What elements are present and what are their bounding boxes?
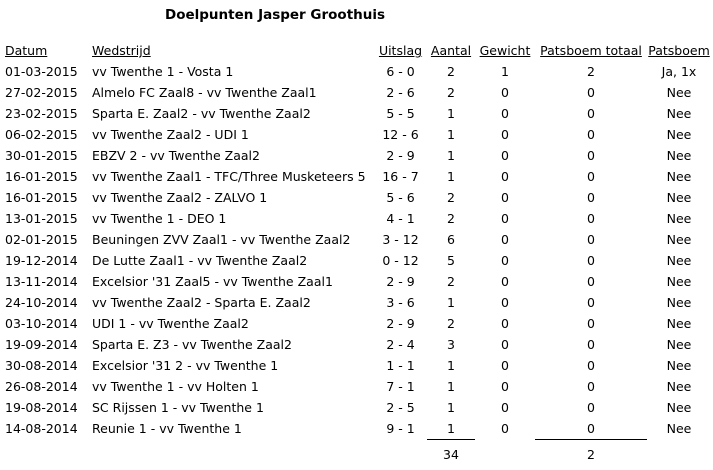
cell-aantal: 1 <box>427 355 475 376</box>
cell-datum: 19-08-2014 <box>3 397 92 418</box>
header-wedstrijd[interactable]: Wedstrijd <box>92 41 374 61</box>
cell-wedstrijd: SC Rijssen 1 - vv Twenthe 1 <box>92 397 374 418</box>
table-row <box>3 355 711 376</box>
totals-empty-uitslag <box>374 440 427 470</box>
cell-datum: 14-08-2014 <box>3 418 92 440</box>
cell-gewicht: 0 <box>475 418 535 440</box>
cell-aantal: 1 <box>427 103 475 124</box>
cell-wedstrijd: EBZV 2 - vv Twenthe Zaal2 <box>92 145 374 166</box>
cell-aantal: 2 <box>427 187 475 208</box>
cell-aantal: 1 <box>427 397 475 418</box>
cell-gewicht: 0 <box>475 376 535 397</box>
cell-patsboem-totaal: 0 <box>535 334 647 355</box>
header-uitslag[interactable]: Uitslag <box>374 41 427 61</box>
cell-patsboem: Nee <box>647 208 711 229</box>
cell-aantal: 2 <box>427 82 475 103</box>
cell-gewicht: 0 <box>475 229 535 250</box>
cell-patsboem-totaal: 0 <box>535 397 647 418</box>
cell-patsboem: Nee <box>647 313 711 334</box>
cell-patsboem-totaal: 0 <box>535 187 647 208</box>
cell-uitslag: 3 - 12 <box>374 229 427 250</box>
table-row <box>3 187 711 208</box>
cell-uitslag: 12 - 6 <box>374 124 427 145</box>
cell-patsboem: Nee <box>647 334 711 355</box>
cell-gewicht: 0 <box>475 271 535 292</box>
cell-wedstrijd: vv Twenthe Zaal2 - UDI 1 <box>92 124 374 145</box>
cell-uitslag: 9 - 1 <box>374 418 427 440</box>
cell-patsboem-totaal: 0 <box>535 250 647 271</box>
cell-aantal: 2 <box>427 313 475 334</box>
cell-aantal: 1 <box>427 166 475 187</box>
cell-aantal: 1 <box>427 145 475 166</box>
cell-wedstrijd: vv Twenthe 1 - DEO 1 <box>92 208 374 229</box>
cell-datum: 23-02-2015 <box>3 103 92 124</box>
table-row <box>3 292 711 313</box>
cell-datum: 30-08-2014 <box>3 355 92 376</box>
cell-patsboem: Ja, 1x <box>647 61 711 82</box>
header-datum[interactable]: Datum <box>3 41 92 61</box>
cell-wedstrijd: vv Twenthe Zaal1 - TFC/Three Musketeers 5 <box>92 166 374 187</box>
cell-uitslag: 0 - 12 <box>374 250 427 271</box>
cell-wedstrijd: Beuningen ZVV Zaal1 - vv Twenthe Zaal2 <box>92 229 374 250</box>
table-row <box>3 376 711 397</box>
cell-aantal: 2 <box>427 61 475 82</box>
cell-uitslag: 6 - 0 <box>374 61 427 82</box>
cell-datum: 30-01-2015 <box>3 145 92 166</box>
cell-aantal: 2 <box>427 208 475 229</box>
table-row <box>3 229 711 250</box>
cell-datum: 13-11-2014 <box>3 271 92 292</box>
cell-wedstrijd: Reunie 1 - vv Twenthe 1 <box>92 418 374 440</box>
cell-datum: 02-01-2015 <box>3 229 92 250</box>
cell-gewicht: 0 <box>475 103 535 124</box>
cell-aantal: 1 <box>427 292 475 313</box>
cell-patsboem-totaal: 0 <box>535 292 647 313</box>
total-aantal: 34 <box>427 440 475 470</box>
page-title: Doelpunten Jasper Groothuis <box>165 7 385 23</box>
cell-wedstrijd: UDI 1 - vv Twenthe Zaal2 <box>92 313 374 334</box>
header-patsboem-totaal[interactable]: Patsboem totaal <box>535 41 647 61</box>
cell-datum: 16-01-2015 <box>3 166 92 187</box>
cell-patsboem: Nee <box>647 355 711 376</box>
totals-empty-gewicht <box>475 440 535 470</box>
cell-wedstrijd: vv Twenthe 1 - vv Holten 1 <box>92 376 374 397</box>
cell-uitslag: 7 - 1 <box>374 376 427 397</box>
cell-patsboem-totaal: 0 <box>535 271 647 292</box>
cell-datum: 06-02-2015 <box>3 124 92 145</box>
cell-wedstrijd: vv Twenthe 1 - Vosta 1 <box>92 61 374 82</box>
cell-datum: 03-10-2014 <box>3 313 92 334</box>
cell-aantal: 2 <box>427 271 475 292</box>
cell-gewicht: 0 <box>475 208 535 229</box>
cell-aantal: 6 <box>427 229 475 250</box>
table-row <box>3 250 711 271</box>
cell-uitslag: 3 - 6 <box>374 292 427 313</box>
cell-wedstrijd: Sparta E. Z3 - vv Twenthe Zaal2 <box>92 334 374 355</box>
cell-uitslag: 2 - 5 <box>374 397 427 418</box>
cell-gewicht: 0 <box>475 355 535 376</box>
cell-patsboem: Nee <box>647 187 711 208</box>
cell-patsboem-totaal: 2 <box>535 61 647 82</box>
cell-aantal: 1 <box>427 418 475 440</box>
cell-patsboem-totaal: 0 <box>535 376 647 397</box>
totals-empty-datum <box>3 440 92 470</box>
cell-aantal: 5 <box>427 250 475 271</box>
table-row <box>3 313 711 334</box>
header-patsboem[interactable]: Patsboem <box>647 41 711 61</box>
cell-patsboem: Nee <box>647 124 711 145</box>
cell-patsboem: Nee <box>647 418 711 440</box>
cell-patsboem: Nee <box>647 166 711 187</box>
cell-wedstrijd: vv Twenthe Zaal2 - ZALVO 1 <box>92 187 374 208</box>
table-row <box>3 103 711 124</box>
cell-patsboem-totaal: 0 <box>535 229 647 250</box>
table-row <box>3 61 711 82</box>
cell-uitslag: 2 - 9 <box>374 271 427 292</box>
cell-gewicht: 0 <box>475 250 535 271</box>
cell-patsboem: Nee <box>647 271 711 292</box>
cell-uitslag: 5 - 6 <box>374 187 427 208</box>
table-row <box>3 166 711 187</box>
cell-wedstrijd: vv Twenthe Zaal2 - Sparta E. Zaal2 <box>92 292 374 313</box>
cell-gewicht: 0 <box>475 166 535 187</box>
cell-aantal: 1 <box>427 124 475 145</box>
header-gewicht[interactable]: Gewicht <box>475 41 535 61</box>
cell-patsboem-totaal: 0 <box>535 313 647 334</box>
cell-patsboem-totaal: 0 <box>535 418 647 440</box>
cell-datum: 16-01-2015 <box>3 187 92 208</box>
cell-patsboem: Nee <box>647 82 711 103</box>
table-row <box>3 124 711 145</box>
total-patsboem-totaal: 2 <box>535 440 647 470</box>
cell-patsboem-totaal: 0 <box>535 103 647 124</box>
cell-patsboem-totaal: 0 <box>535 355 647 376</box>
table-row <box>3 145 711 166</box>
table-header-row <box>3 41 711 61</box>
cell-gewicht: 0 <box>475 82 535 103</box>
cell-wedstrijd: Excelsior '31 2 - vv Twenthe 1 <box>92 355 374 376</box>
totals-row <box>3 440 711 470</box>
cell-gewicht: 0 <box>475 397 535 418</box>
cell-gewicht: 0 <box>475 292 535 313</box>
cell-patsboem: Nee <box>647 103 711 124</box>
cell-wedstrijd: Sparta E. Zaal2 - vv Twenthe Zaal2 <box>92 103 374 124</box>
cell-datum: 26-08-2014 <box>3 376 92 397</box>
table-row <box>3 418 711 440</box>
cell-uitslag: 2 - 4 <box>374 334 427 355</box>
cell-gewicht: 0 <box>475 124 535 145</box>
cell-uitslag: 2 - 9 <box>374 145 427 166</box>
goals-table <box>3 41 711 470</box>
table-row <box>3 271 711 292</box>
cell-wedstrijd: Almelo FC Zaal8 - vv Twenthe Zaal1 <box>92 82 374 103</box>
cell-datum: 19-09-2014 <box>3 334 92 355</box>
cell-patsboem: Nee <box>647 145 711 166</box>
cell-patsboem: Nee <box>647 250 711 271</box>
cell-patsboem-totaal: 0 <box>535 166 647 187</box>
cell-datum: 01-03-2015 <box>3 61 92 82</box>
table-row <box>3 82 711 103</box>
cell-uitslag: 16 - 7 <box>374 166 427 187</box>
cell-gewicht: 0 <box>475 334 535 355</box>
totals-empty-wedstrijd <box>92 440 374 470</box>
cell-datum: 19-12-2014 <box>3 250 92 271</box>
cell-uitslag: 2 - 9 <box>374 313 427 334</box>
cell-patsboem-totaal: 0 <box>535 145 647 166</box>
cell-uitslag: 1 - 1 <box>374 355 427 376</box>
cell-patsboem-totaal: 0 <box>535 208 647 229</box>
totals-empty-patsboem <box>647 440 711 470</box>
cell-gewicht: 0 <box>475 187 535 208</box>
cell-gewicht: 1 <box>475 61 535 82</box>
cell-datum: 27-02-2015 <box>3 82 92 103</box>
cell-gewicht: 0 <box>475 145 535 166</box>
cell-patsboem: Nee <box>647 376 711 397</box>
table-row <box>3 334 711 355</box>
cell-patsboem: Nee <box>647 397 711 418</box>
cell-patsboem-totaal: 0 <box>535 82 647 103</box>
header-aantal[interactable]: Aantal <box>427 41 475 61</box>
cell-uitslag: 5 - 5 <box>374 103 427 124</box>
table-row <box>3 208 711 229</box>
cell-uitslag: 4 - 1 <box>374 208 427 229</box>
cell-patsboem-totaal: 0 <box>535 124 647 145</box>
cell-wedstrijd: De Lutte Zaal1 - vv Twenthe Zaal2 <box>92 250 374 271</box>
cell-wedstrijd: Excelsior '31 Zaal5 - vv Twenthe Zaal1 <box>92 271 374 292</box>
table-row <box>3 397 711 418</box>
cell-gewicht: 0 <box>475 313 535 334</box>
cell-datum: 13-01-2015 <box>3 208 92 229</box>
cell-aantal: 1 <box>427 376 475 397</box>
cell-datum: 24-10-2014 <box>3 292 92 313</box>
cell-patsboem: Nee <box>647 229 711 250</box>
cell-aantal: 3 <box>427 334 475 355</box>
cell-uitslag: 2 - 6 <box>374 82 427 103</box>
cell-patsboem: Nee <box>647 292 711 313</box>
